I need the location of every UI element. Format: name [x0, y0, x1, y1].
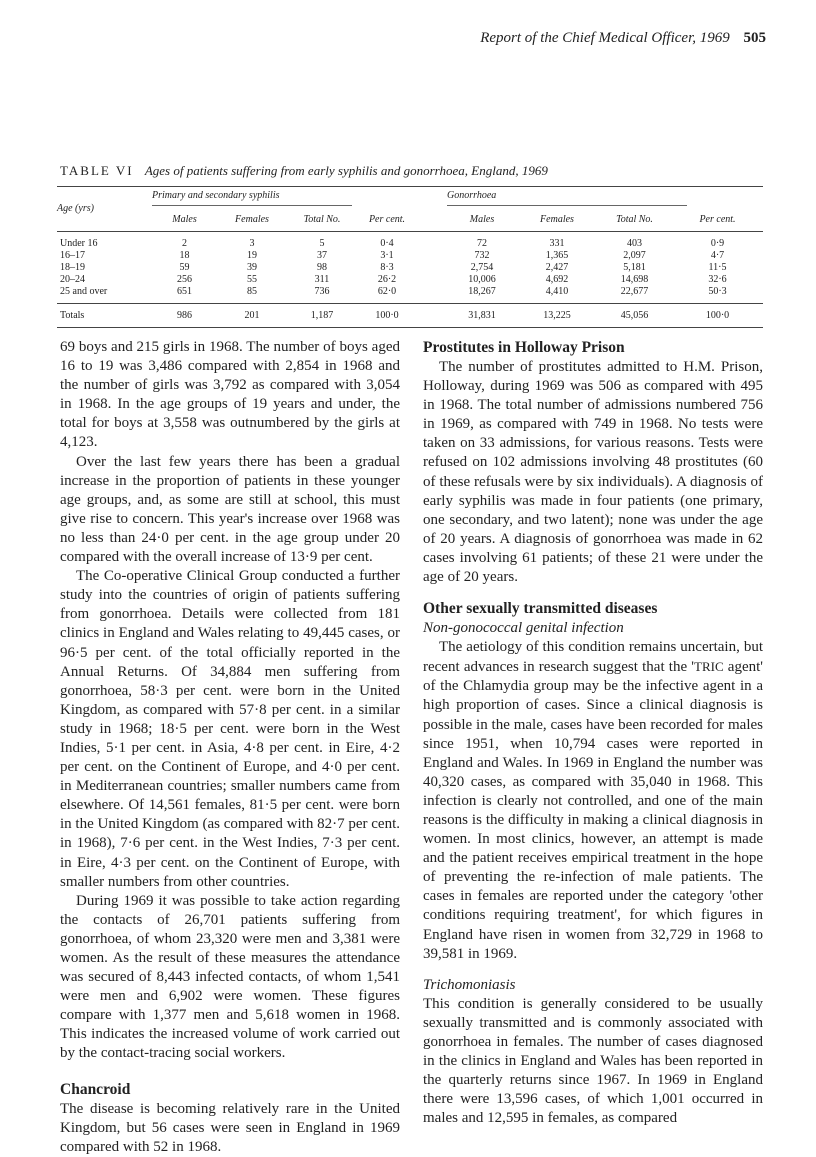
section-heading-other-std: Other sexually transmitted diseases	[423, 600, 658, 618]
table-row: Under 16 2 3 5 0·4 72 331 403 0·9	[60, 238, 725, 249]
section-heading-prison: Prostitutes in Holloway Prison	[423, 339, 625, 356]
col-header: Per cent.	[368, 214, 406, 225]
table-label: TABLE VI	[60, 163, 134, 178]
age-header: Age (yrs)	[57, 203, 94, 214]
group-header-syphilis: Primary and secondary syphilis	[152, 187, 417, 210]
col-header: Total No.	[616, 214, 653, 225]
col-header: Females	[235, 214, 269, 225]
table-row: 20–24 256 55 311 26·2 10,006 4,692 14,698 32·6	[60, 274, 727, 285]
col-header: Males	[469, 214, 495, 225]
paragraph: The Co-operative Clinical Group conducted a further study into the countries of origin of patients suffering from gonorrhoea. Details were collected from 181 clinics in England and Wales relating to 49,445 cases, or 96·5 per cent. of the total officially reported in the Annual Returns. Of 34,884 men suffering from gonorrhoea, 58·3 per cent. were born in the United Kingdom, as compared with 57·8 per cent. in a similar study in 1968; 18·5 per cent. were born in the West Indies, 5·1 per cent. in Asia, 4·8 per cent. in Eire, 4·2 per cent. on the Continent of Europe, and 4·0 per cent. in Mediterranean countries; smaller numbers came from elsewhere. Of 14,561 females, 81·5 per cent. were born in the United Kingdom (as compared with 82·7 per cent. in 1968), 7·6 per cent. in the West Indies, 7·3 per cent. in Eire, 4·3 per cent. on the Continent of Europe, with smaller numbers from other countries.	[60, 568, 400, 890]
col-header: Total No.	[303, 214, 341, 225]
running-title: Report of the Chief Medical Officer, 1969	[480, 30, 730, 46]
paragraph: The number of prostitutes admitted to H.M. Prison, Holloway, during 1969 was 506 as compared with 495 in 1968. The total number of admissions numbered 756 in 1969, as compared with 749 in 1968. No tests were taken on 33 admissions, for various reasons. Tests were refused on 102 admissions involving 48 prostitutes (60 of these refusals were by six individuals). A diagnosis of early syphilis was made in four patients (one primary, one secondary, and two latent); none was under the age of 20 years. A diagnosis of gonorrhoea was made in 62 cases involving 61 patients; of these 21 were under the age of 20 years.	[423, 359, 763, 586]
table-row: 16–17 18 19 37 3·1 732 1,365 2,097 4·7	[60, 250, 725, 261]
paragraph: The aetiology of this condition remains uncertain, but recent advances in research suggest that the 'TRIC agent' of the Chlamydia group may be the infective agent in a high proportion of cases. Since a clinical diagnosis is possible in the male, cases have been recorded for males since 1951, when 10,794 cases were reported in England and Wales. In 1969 in England the number was 40,320 cases, as compared with 35,040 in 1968. This infection is clearly not controlled, and one of the main reasons is the difficulty in making a clinical diagnosis in women. In most clinics, however, an attempt is made and the patient receives empirical treatment in the hope of preventing the re-infection of male patients. The cases in females are reported under the category 'other conditions requiring treatment', for which figures in England have risen in women from 32,729 in 1968 to 39,581 in 1969.	[423, 639, 763, 962]
paragraph: Over the last few years there has been a gradual increase in the proportion of patients in these younger age groups, and, as some are still at school, this must give rise to concern. This year's increase over 1968 was no less than 24·0 per cent. in the age group under 20 compared with the overall increase of 13·9 per cent.	[60, 453, 400, 566]
paragraph: During 1969 it was possible to take action regarding the contacts of 26,701 patients suffering from gonorrhoea, of whom 23,320 were men and 3,381 were women. As the result of these measures the attendance was secured of 8,443 infected contacts, of whom 1,541 were men and 6,902 were women. These figures compare with 1,377 men and 5,618 women in 1968. This indicates the increased volume of work carried out by the contact-tracing social workers.	[60, 892, 400, 1062]
page-number: 505	[743, 30, 766, 46]
subheading-ngu: Non-gonococcal genital infection	[423, 620, 624, 637]
section-heading-chancroid: Chancroid	[60, 1080, 131, 1098]
group-header-gonorrhoea: Gonorrhoea	[447, 187, 763, 210]
table-title: Ages of patients suffering from early syphilis and gonorrhoea, England, 1969	[144, 163, 548, 178]
col-header: Per cent.	[699, 214, 736, 225]
col-header: Females	[540, 214, 574, 225]
running-header	[480, 30, 766, 47]
subheading-trichomoniasis: Trichomoniasis	[423, 976, 516, 993]
totals-row: Totals 986 201 1,187 100·0 31,831 13,225 45,056 100·0	[57, 304, 763, 328]
table-row: 25 and over 651 85 736 62·0 18,267 4,410 22,677 50·3	[57, 286, 763, 304]
left-column	[60, 338, 400, 1157]
paragraph: This condition is generally considered to be usually sexually transmitted and is commonly associated with gonorrhoea in females. The number of cases diagnosed in the clinics in England and Wales has been reported in the quarterly returns since 1967. In 1969 in England there were 13,596 cases, of which 1,001 occurred in males and 12,595 in females, as compared	[423, 995, 763, 1127]
tric-smallcaps: TRIC	[694, 659, 724, 675]
paragraph: The disease is becoming relatively rare in the United Kingdom, but 56 cases were seen in England in 1969 compared with 52 in 1968.	[60, 1100, 400, 1155]
col-header: Males	[172, 214, 197, 225]
paragraph: 69 boys and 215 girls in 1968. The number of boys aged 16 to 19 was 3,486 compared with 2,854 in 1968 and the number of girls was 3,792 as compared with 3,054 in 1968. In the age groups of 19 years and under, the total for boys at 3,558 was outnumbered by the girls at 4,123.	[60, 339, 400, 451]
table-row: 18–19 59 39 98 8·3 2,754 2,427 5,181 11·5	[60, 262, 727, 273]
right-column	[423, 338, 763, 1128]
syphilis-gonorrhoea-table	[57, 186, 763, 328]
table-caption	[60, 163, 548, 179]
table-vi	[57, 186, 763, 328]
